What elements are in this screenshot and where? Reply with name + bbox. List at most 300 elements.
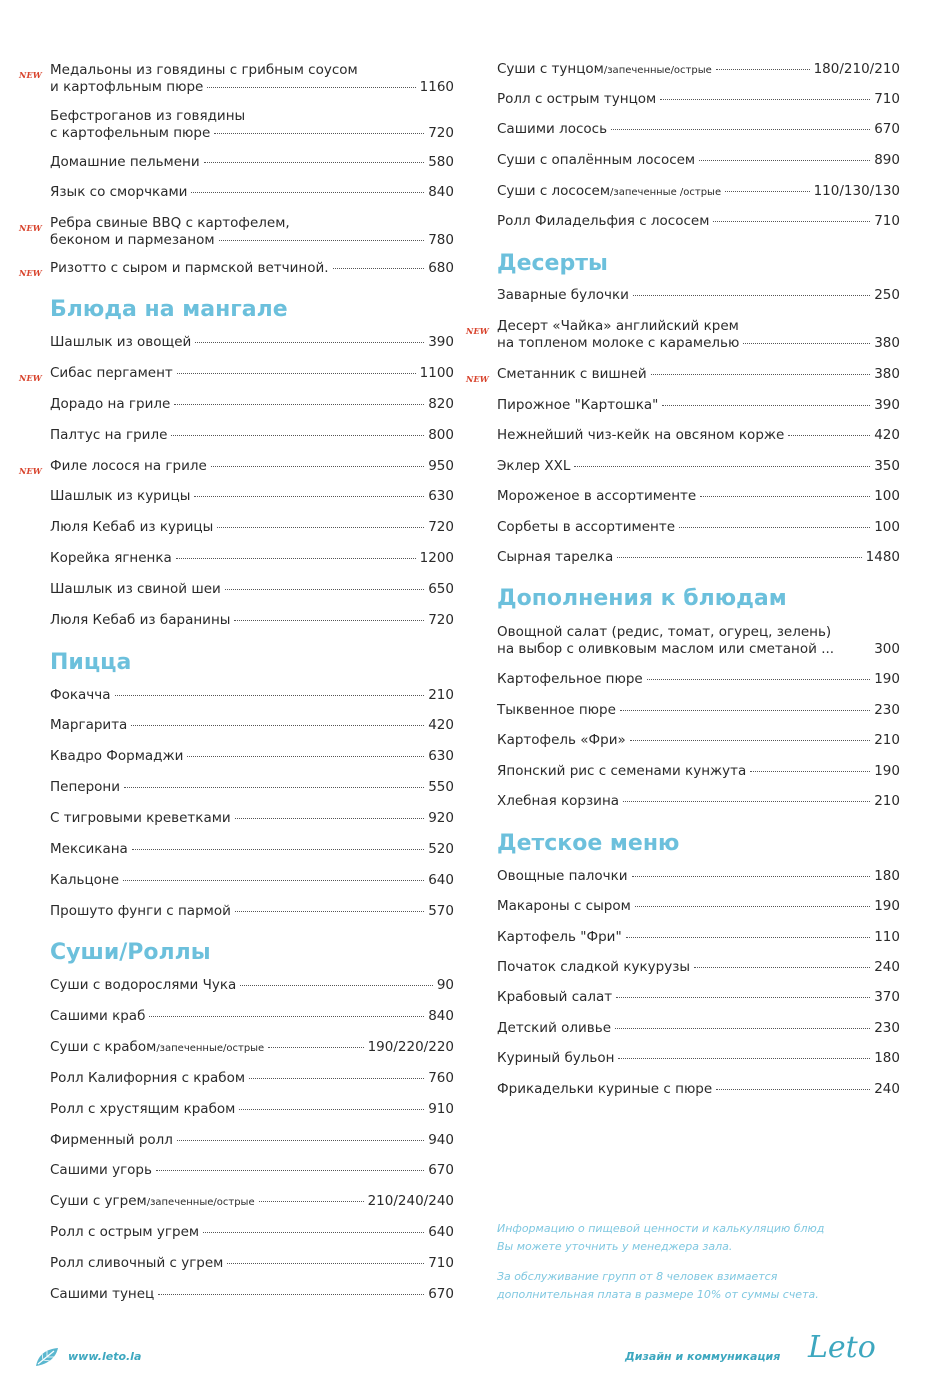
new-badge: NEW xyxy=(19,70,42,80)
item-row xyxy=(50,184,454,201)
dot-leader xyxy=(156,1170,424,1171)
new-badge: NEW xyxy=(19,223,42,233)
item-row xyxy=(497,458,900,475)
dot-leader xyxy=(788,435,870,436)
menu-item xyxy=(497,287,900,304)
item-row xyxy=(497,959,900,976)
item-price: 920 xyxy=(428,810,454,826)
item-name: Фирменный ролл xyxy=(50,1132,173,1148)
item-price: 240 xyxy=(874,959,900,975)
item-name: Кальцоне xyxy=(50,872,120,888)
item-price: 840 xyxy=(428,1008,454,1024)
item-price: 840 xyxy=(428,184,454,200)
item-price: 550 xyxy=(428,779,454,795)
item-name: Картофель "Фри" xyxy=(497,929,622,945)
dot-leader xyxy=(750,771,870,772)
menu-item xyxy=(497,929,900,946)
menu-item xyxy=(50,1070,454,1087)
item-name: Пеперони xyxy=(50,779,121,795)
item-row xyxy=(497,671,900,688)
item-name: Суши с тунцом xyxy=(497,61,604,77)
item-row xyxy=(50,334,454,351)
menu-item xyxy=(50,334,454,351)
menu-item xyxy=(497,1081,900,1098)
menu-item xyxy=(497,397,900,414)
menu-item xyxy=(497,458,900,475)
item-row xyxy=(497,763,900,780)
item-name: Крабовый салат xyxy=(497,989,613,1005)
item-price: 720 xyxy=(428,612,454,628)
dot-leader xyxy=(235,911,424,912)
dot-leader xyxy=(333,268,425,269)
menu-item xyxy=(50,903,454,920)
item-price: 210 xyxy=(874,732,900,748)
dot-leader xyxy=(203,1232,424,1233)
dot-leader xyxy=(225,589,424,590)
item-name: Заварные булочки xyxy=(497,287,629,303)
item-name: Прошуто фунги с пармой xyxy=(50,903,231,919)
menu-item xyxy=(497,989,900,1006)
dot-leader xyxy=(171,435,424,436)
item-row xyxy=(497,1020,900,1037)
dot-leader xyxy=(679,527,870,528)
item-name: Овощные палочки xyxy=(497,868,628,884)
item-price: 390 xyxy=(874,397,900,413)
menu-item xyxy=(50,108,454,141)
dot-leader xyxy=(131,725,424,726)
item-name: Тыквенное пюре xyxy=(497,702,616,718)
item-row xyxy=(50,260,454,277)
item-name: Маргарита xyxy=(50,717,128,733)
item-price: 370 xyxy=(874,989,900,1005)
menu-item xyxy=(497,549,900,566)
item-price: 640 xyxy=(428,872,454,888)
menu-item xyxy=(50,1039,454,1058)
item-price: 720 xyxy=(428,519,454,535)
item-row xyxy=(497,287,900,304)
item-row xyxy=(50,1132,454,1149)
item-price: 640 xyxy=(428,1224,454,1240)
item-variant: /запеченные/острые xyxy=(146,1197,255,1208)
item-name: с картофельным пюре xyxy=(50,124,211,141)
item-name: Мороженое в ассортименте xyxy=(497,488,697,504)
dot-leader xyxy=(259,1201,364,1202)
item-price: 420 xyxy=(874,427,900,443)
menu-item xyxy=(497,898,900,915)
item-row xyxy=(497,397,900,414)
item-price: 250 xyxy=(874,287,900,303)
item-name: Фокачча xyxy=(50,687,111,703)
menu-item xyxy=(50,519,454,536)
dot-leader xyxy=(611,129,870,130)
item-price: 780 xyxy=(428,231,454,248)
item-name: Корейка ягненка xyxy=(50,550,172,566)
menu-item xyxy=(50,1193,454,1212)
item-row xyxy=(50,232,454,249)
item-name: на топленом молоке с карамелью xyxy=(497,334,740,351)
dot-leader xyxy=(725,191,809,192)
dot-leader xyxy=(616,997,870,998)
dot-leader xyxy=(651,374,871,375)
menu-item xyxy=(497,763,900,780)
menu-item xyxy=(497,121,900,138)
menu-item xyxy=(50,687,454,704)
menu-item xyxy=(19,365,454,383)
item-price: 710 xyxy=(874,213,900,229)
item-row xyxy=(50,748,454,765)
dot-leader xyxy=(632,876,871,877)
item-price: 670 xyxy=(428,1286,454,1302)
item-price: 190 xyxy=(874,763,900,779)
item-row xyxy=(50,977,454,994)
menu-item xyxy=(497,793,900,810)
item-name: Картофельное пюре xyxy=(497,671,643,687)
dot-leader xyxy=(195,342,424,343)
menu-item xyxy=(50,612,454,629)
item-row xyxy=(50,1224,454,1241)
item-price: 90 xyxy=(436,977,454,993)
item-name: Сашими угорь xyxy=(50,1162,152,1178)
item-row xyxy=(497,868,900,885)
item-row xyxy=(497,641,900,658)
nutrition-note xyxy=(497,1220,897,1255)
section-heading: Детское меню xyxy=(497,831,680,856)
menu-item xyxy=(50,779,454,796)
item-price: 630 xyxy=(428,488,454,504)
item-name: Куриный бульон xyxy=(497,1050,615,1066)
item-row xyxy=(50,154,454,171)
item-row xyxy=(497,121,900,138)
item-price: 100 xyxy=(874,488,900,504)
item-price: 350 xyxy=(874,458,900,474)
design-credit: Дизайн и коммуникация xyxy=(625,1350,781,1363)
item-name: Хлебная корзина xyxy=(497,793,620,809)
item-row xyxy=(50,612,454,629)
item-name-line: Десерт «Чайка» английский крем xyxy=(497,318,739,334)
menu-item xyxy=(50,581,454,598)
item-row xyxy=(497,488,900,505)
item-name: Сырная тарелка xyxy=(497,549,614,565)
item-row xyxy=(50,1101,454,1118)
item-variant: /запеченные /острые xyxy=(610,187,722,198)
item-row xyxy=(50,396,454,413)
dot-leader xyxy=(620,710,870,711)
item-row xyxy=(50,1255,454,1272)
item-name: Шашлык из овощей xyxy=(50,334,192,350)
menu-item xyxy=(497,624,900,657)
item-variant: /запеченные/острые xyxy=(156,1043,265,1054)
section-heading: Суши/Роллы xyxy=(50,940,211,965)
menu-item xyxy=(497,959,900,976)
item-price: 390 xyxy=(428,334,454,350)
website-link[interactable]: www.leto.la xyxy=(68,1350,142,1363)
item-name: Початок сладкой кукурузы xyxy=(497,959,691,975)
item-name: Суши с угрем xyxy=(50,1193,147,1209)
item-name-line: Ребра свиные BBQ с картофелем, xyxy=(50,215,290,231)
menu-item xyxy=(19,62,454,95)
dot-leader xyxy=(626,937,871,938)
item-price: 190 xyxy=(874,898,900,914)
item-name: Детский оливье xyxy=(497,1020,612,1036)
menu-item xyxy=(50,1224,454,1241)
item-price: 800 xyxy=(428,427,454,443)
new-badge: NEW xyxy=(466,374,489,384)
dot-leader xyxy=(227,1263,424,1264)
section-heading: Блюда на мангале xyxy=(50,297,288,322)
dot-leader xyxy=(177,373,416,374)
item-name: Шашлык из курицы xyxy=(50,488,191,504)
menu-item xyxy=(497,91,900,108)
item-name: Палтус на гриле xyxy=(50,427,168,443)
dot-leader xyxy=(207,87,415,88)
item-name: Сашими краб xyxy=(50,1008,146,1024)
dot-leader xyxy=(574,466,870,467)
item-name: Мексикана xyxy=(50,841,128,857)
item-price: 710 xyxy=(874,91,900,107)
item-row xyxy=(497,793,900,810)
item-price: 670 xyxy=(874,121,900,137)
item-name: на выбор с оливковым маслом или сметаной ... xyxy=(497,640,835,657)
menu-item xyxy=(50,184,454,201)
menu-item xyxy=(50,154,454,171)
item-name: Ризотто с сыром и пармской ветчиной. xyxy=(50,260,329,276)
menu-item xyxy=(50,396,454,413)
item-name: Фрикадельки куриные с пюре xyxy=(497,1081,713,1097)
item-price: 380 xyxy=(874,334,900,351)
item-row xyxy=(50,1070,454,1087)
item-row xyxy=(50,687,454,704)
item-row xyxy=(497,549,900,566)
leaf-icon xyxy=(34,1347,60,1367)
item-row xyxy=(497,1050,900,1067)
item-price: 760 xyxy=(428,1070,454,1086)
item-price: 680 xyxy=(428,260,454,276)
item-price: 1480 xyxy=(865,549,900,565)
item-row xyxy=(50,1162,454,1179)
menu-item xyxy=(497,1020,900,1037)
dot-leader xyxy=(187,756,424,757)
item-row xyxy=(497,335,900,352)
menu-item xyxy=(497,213,900,230)
dot-leader xyxy=(204,162,425,163)
dot-leader xyxy=(194,496,424,497)
item-name: Ролл с хрустящим крабом xyxy=(50,1101,236,1117)
item-name: Сашими тунец xyxy=(50,1286,155,1302)
item-price: 380 xyxy=(874,366,900,382)
item-name: С тигровыми креветками xyxy=(50,810,231,826)
dot-leader xyxy=(123,880,424,881)
item-row xyxy=(50,1286,454,1303)
dot-leader xyxy=(716,69,810,70)
dot-leader xyxy=(713,221,870,222)
menu-item xyxy=(50,427,454,444)
note-line: дополнительная плата в размере 10% от суммы счета. xyxy=(497,1287,819,1301)
menu-item xyxy=(50,1255,454,1272)
section-heading: Дополнения к блюдам xyxy=(497,586,787,611)
item-price: 820 xyxy=(428,396,454,412)
item-name: Шашлык из свиной шеи xyxy=(50,581,221,597)
menu-item xyxy=(50,1008,454,1025)
item-name: Люля Кебаб из баранины xyxy=(50,612,231,628)
menu-item xyxy=(497,61,900,80)
item-name: Ролл сливочный с угрем xyxy=(50,1255,224,1271)
item-name: Ролл Филадельфия с лососем xyxy=(497,213,710,229)
item-price: 520 xyxy=(428,841,454,857)
item-row xyxy=(497,61,900,80)
item-name: Ролл с острым тунцом xyxy=(497,91,657,107)
item-price: 570 xyxy=(428,903,454,919)
menu-item xyxy=(497,702,900,719)
item-name: Ролл с острым угрем xyxy=(50,1224,200,1240)
item-price: 190 xyxy=(874,671,900,687)
item-row xyxy=(50,1039,454,1058)
dot-leader xyxy=(174,404,424,405)
item-name: Дорадо на гриле xyxy=(50,396,171,412)
item-row xyxy=(497,732,900,749)
item-price: 630 xyxy=(428,748,454,764)
item-price: 240 xyxy=(874,1081,900,1097)
menu-item xyxy=(497,868,900,885)
item-name: Сашими лосось xyxy=(497,121,608,137)
leto-logo: Leto xyxy=(808,1330,876,1365)
dot-leader xyxy=(217,527,424,528)
item-row xyxy=(50,717,454,734)
new-badge: NEW xyxy=(19,466,42,476)
item-name-line: Овощной салат (редис, томат, огурец, зелень) xyxy=(497,624,832,640)
dot-leader xyxy=(177,1140,424,1141)
item-price: 180/210/210 xyxy=(813,61,900,77)
dot-leader xyxy=(618,1058,870,1059)
item-name: Язык со сморчками xyxy=(50,184,188,200)
dot-leader xyxy=(716,1089,870,1090)
item-price: 710 xyxy=(428,1255,454,1271)
item-name: Эклер XXL xyxy=(497,458,571,474)
menu-item xyxy=(50,872,454,889)
dot-leader xyxy=(743,343,870,344)
item-price: 210/240/240 xyxy=(367,1193,454,1209)
item-price: 180 xyxy=(874,868,900,884)
item-name: Люля Кебаб из курицы xyxy=(50,519,214,535)
item-name: Филе лосося на гриле xyxy=(50,458,207,474)
dot-leader xyxy=(630,740,870,741)
dot-leader xyxy=(240,985,433,986)
item-name: Сорбеты в ассортименте xyxy=(497,519,676,535)
new-badge: NEW xyxy=(19,268,42,278)
menu-item xyxy=(50,488,454,505)
item-row xyxy=(497,989,900,1006)
item-name: Картофель «Фри» xyxy=(497,732,626,748)
dot-leader xyxy=(615,1028,870,1029)
item-price: 420 xyxy=(428,717,454,733)
item-row xyxy=(497,929,900,946)
menu-item xyxy=(466,318,900,351)
item-row xyxy=(497,519,900,536)
item-row xyxy=(50,519,454,536)
item-price: 230 xyxy=(874,702,900,718)
item-price: 890 xyxy=(874,152,900,168)
item-price: 300 xyxy=(874,640,900,657)
dot-leader xyxy=(124,787,424,788)
item-name: Пирожное "Картошка" xyxy=(497,397,659,413)
dot-leader xyxy=(623,801,870,802)
item-row xyxy=(50,458,454,475)
item-row xyxy=(497,91,900,108)
item-row xyxy=(50,779,454,796)
item-row xyxy=(50,365,454,382)
menu-item xyxy=(50,1132,454,1149)
item-row xyxy=(50,903,454,920)
item-name: беконом и пармезаном xyxy=(50,231,215,248)
menu-item xyxy=(497,732,900,749)
item-row xyxy=(50,810,454,827)
dot-leader xyxy=(219,240,425,241)
menu-item xyxy=(497,488,900,505)
item-name: Сибас пергамент xyxy=(50,365,173,381)
item-price: 580 xyxy=(428,154,454,170)
dot-leader xyxy=(239,1109,424,1110)
note-line: Вы можете уточнить у менеджера зала. xyxy=(497,1239,733,1253)
item-row xyxy=(497,1081,900,1098)
item-price: 950 xyxy=(428,458,454,474)
menu-item xyxy=(50,717,454,734)
menu-item xyxy=(497,519,900,536)
item-price: 1200 xyxy=(419,550,454,566)
menu-item xyxy=(50,748,454,765)
item-name: Макароны с сыром xyxy=(497,898,631,914)
dot-leader xyxy=(699,160,870,161)
menu-item xyxy=(466,366,900,384)
item-name: Суши с крабом xyxy=(50,1039,157,1055)
item-name: Суши с опалённым лососем xyxy=(497,152,696,168)
item-name-line: Бефстроганов из говядины xyxy=(50,108,246,124)
item-name: Квадро Формаджи xyxy=(50,748,184,764)
item-row xyxy=(50,125,454,142)
dot-leader xyxy=(633,295,870,296)
menu-item xyxy=(497,427,900,444)
item-price: 100 xyxy=(874,519,900,535)
item-name: Ролл Калифорния с крабом xyxy=(50,1070,246,1086)
dot-leader xyxy=(660,99,870,100)
item-name: и картофльным пюре xyxy=(50,78,204,95)
item-row xyxy=(497,898,900,915)
item-price: 110/130/130 xyxy=(813,183,900,199)
item-price: 210 xyxy=(874,793,900,809)
menu-item xyxy=(50,977,454,994)
menu-item xyxy=(50,1286,454,1303)
item-name: Домашние пельмени xyxy=(50,154,200,170)
item-price: 190/220/220 xyxy=(367,1039,454,1055)
item-name: Японский рис с семенами кунжута xyxy=(497,763,747,779)
item-price: 940 xyxy=(428,1132,454,1148)
item-row xyxy=(497,427,900,444)
item-price: 670 xyxy=(428,1162,454,1178)
item-row xyxy=(497,213,900,230)
note-line: За обслуживание групп от 8 человек взимается xyxy=(497,1270,778,1283)
dot-leader xyxy=(647,679,870,680)
item-name: Суши с лососем xyxy=(497,183,611,199)
item-row xyxy=(497,702,900,719)
dot-leader xyxy=(235,818,425,819)
dot-leader xyxy=(149,1016,424,1017)
dot-leader xyxy=(700,496,870,497)
dot-leader xyxy=(211,466,424,467)
menu-item xyxy=(50,841,454,858)
item-price: 110 xyxy=(874,929,900,945)
item-row xyxy=(50,872,454,889)
menu-item xyxy=(50,1101,454,1118)
dot-leader xyxy=(115,695,425,696)
menu-item xyxy=(497,183,900,202)
